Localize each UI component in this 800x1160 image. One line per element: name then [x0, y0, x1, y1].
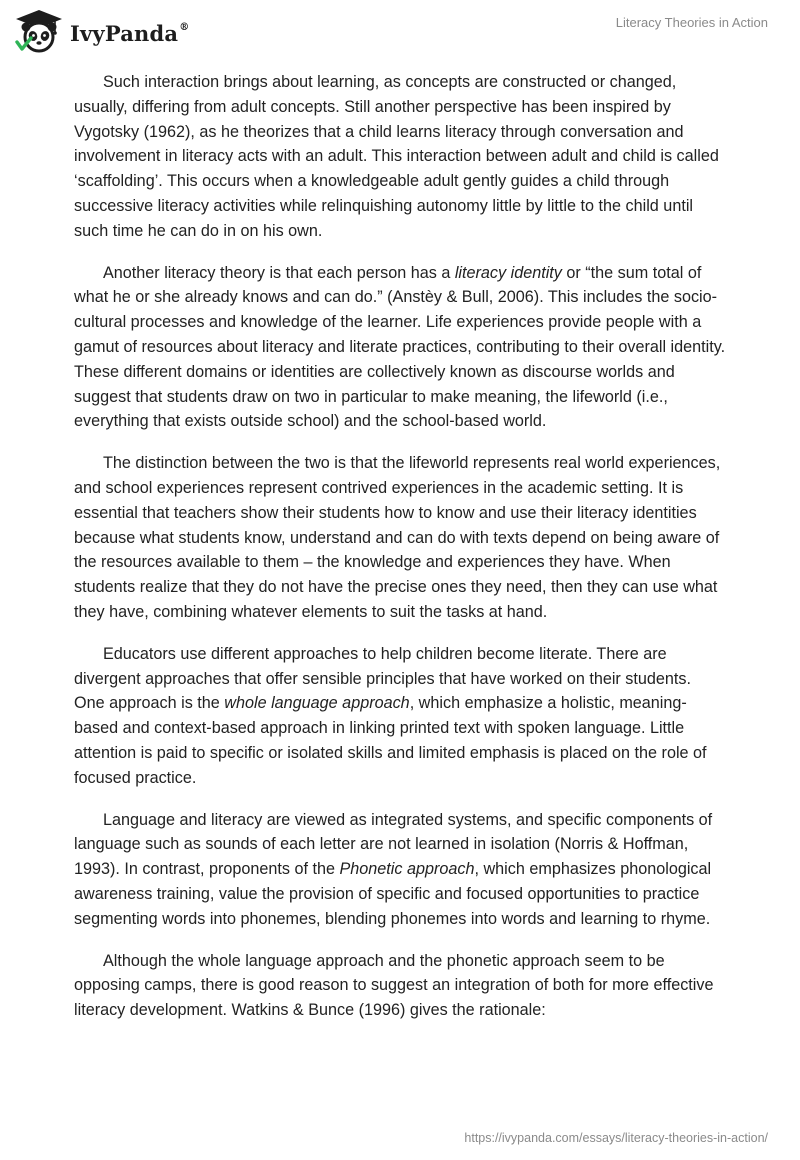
brand-name: IvyPanda® — [70, 20, 190, 46]
paragraph-2: Another literacy theory is that each person has a literacy identity or “the sum total of what he or she already knows and can do.” (Anstèy & Bull, 2006). This includes the socio-cultural processes and knowledge of the learner. Life experiences provide people with a gamut of resources about literacy and literate practices, contributing to their overall identity. These different domains or identities are collectively known as discourse worlds and suggest that students draw on two in particular to make meaning, the lifeworld (i.e., everything that exists outside school) and the school-based world. — [74, 263, 726, 431]
source-url[interactable]: https://ivypanda.com/essays/literacy-theories-in-action/ — [464, 1131, 768, 1145]
document-title: Literacy Theories in Action — [615, 15, 768, 30]
emphasis-phonetic-approach: Phonetic approach — [339, 860, 475, 879]
page-header — [0, 0, 800, 62]
emphasis-literacy-identity: literacy identity — [454, 263, 562, 282]
paragraph-6: Although the whole language approach and the phonetic approach seem to be opposing camps, there is good reason to suggest an integration of both for more effective literacy development. Watkins & Bunce (1996) gives the rationale: — [74, 951, 714, 1020]
panda-graduation-cap-icon — [14, 8, 64, 54]
paragraph-3: The distinction between the two is that the lifeworld represents real world experiences, and school experiences represent contrived experiences in the academic setting. It is essential that teachers show their students how to know and use their literacy identities because what students know, understand and can do with texts depend on being aware of the resources available to them – the knowledge and experiences they have. When students realize that they do not have the precise ones they need, then they can use what they have, combining whatever elements to suit the tasks at hand. — [74, 454, 721, 621]
paragraph-1: Such interaction brings about learning, as concepts are constructed or changed, usually, differing from adult concepts. Still another perspective has been inspired by Vygotsky (1962), as he theorizes that a child learns literacy through conversation and involvement in literacy acts with an adult. This interaction between adult and child is called ‘scaffolding’. This occurs when a knowledgeable adult gently guides a child through successive literacy activities while relinquishing autonomy little by little to the child until such time he can do in on his own. — [74, 73, 719, 240]
essay-body — [74, 70, 726, 1040]
emphasis-whole-language-approach: whole language approach — [224, 694, 410, 713]
paragraph-4: Educators use different approaches to help children become literate. There are divergent approaches that offer sensible principles that have worked on their students. One approach is the whole language approach, which emphasize a holistic, meaning-based and context-based approach in linking printed text with spoken language. Little attention is paid to specific or isolated skills and limited emphasis is placed on the role of focused practice. — [74, 644, 707, 787]
ivypanda-logo[interactable] — [14, 8, 189, 54]
paragraph-5: Language and literacy are viewed as integrated systems, and specific components of language such as sounds of each letter are not learned in isolation (Norris & Hoffman, 1993). In contrast, proponents of the Phonetic approach, which emphasizes phonological awareness training, value the provision of specific and focused opportunities to practice segmenting words into phonemes, blending phonemes into words and learning to rhyme. — [74, 810, 713, 928]
